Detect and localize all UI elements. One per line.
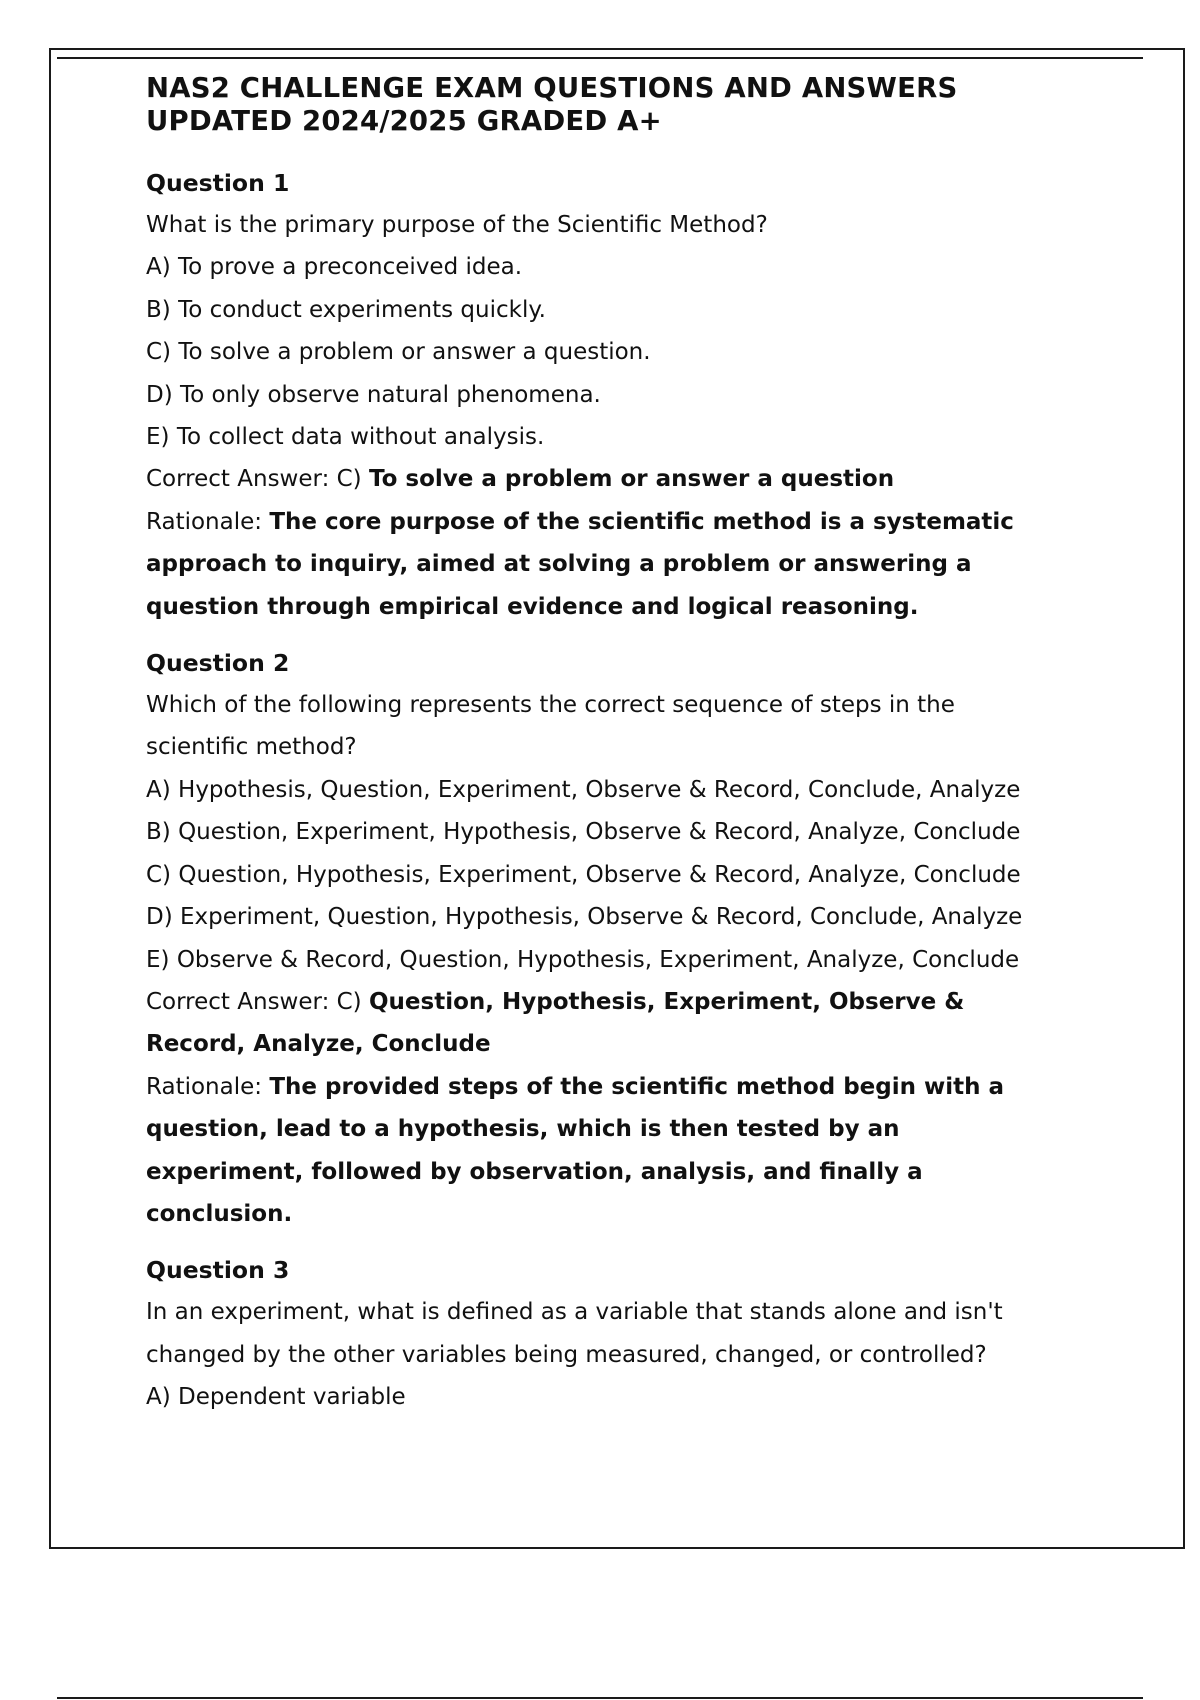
question-prompt: Which of the following represents the correct sequence of steps in the [146, 692, 955, 719]
rationale-text: experiment, followed by observation, analysis, and finally a [146, 1158, 923, 1185]
answer-option-e: E) To collect data without analysis. [146, 424, 545, 451]
question-2 [146, 642, 1146, 1235]
question-prompt: What is the primary purpose of the Scientific Method? [146, 212, 768, 238]
document-title-line-1: NAS2 CHALLENGE EXAM QUESTIONS AND ANSWERS [146, 72, 958, 104]
rationale-text: The provided steps of the scientific method begin with a [269, 1073, 1005, 1100]
answer-option-c: C) Question, Hypothesis, Experiment, Observe & Record, Analyze, Conclude [146, 861, 1021, 888]
answer-option-d: D) To only observe natural phenomena. [146, 381, 601, 408]
document-title-line-2: UPDATED 2024/2025 GRADED A+ [146, 105, 662, 137]
question-3 [146, 1249, 1146, 1418]
rationale-label: Rationale: [146, 1073, 270, 1100]
rationale [146, 1066, 1146, 1108]
answer-option-b: B) To conduct experiments quickly. [146, 296, 546, 323]
question-prompt: changed by the other variables being measured, changed, or controlled? [146, 1341, 987, 1368]
correct-answer [146, 458, 1146, 500]
rationale-text: conclusion. [146, 1200, 293, 1227]
rationale-label: Rationale: [146, 508, 270, 535]
question-heading: Question 2 [146, 649, 290, 678]
correct-answer-text: To solve a problem or answer a question [368, 466, 895, 493]
rationale-text: question, lead to a hypothesis, which is then tested by an [146, 1116, 900, 1143]
rationale-text: The core purpose of the scientific method is a systematic [269, 508, 1014, 535]
correct-answer-label: Correct Answer: C) [146, 466, 369, 493]
question-heading: Question 3 [146, 1256, 290, 1285]
answer-option-e: E) Observe & Record, Question, Hypothesis, Experiment, Analyze, Conclude [146, 946, 1020, 973]
correct-answer-text: Record, Analyze, Conclude [146, 1031, 491, 1058]
correct-answer-label: Correct Answer: C) [146, 988, 369, 1015]
answer-option-a: A) To prove a preconceived idea. [146, 254, 523, 281]
question-prompt: scientific method? [146, 734, 357, 761]
answer-option-c: C) To solve a problem or answer a question. [146, 339, 651, 366]
top-rule [57, 57, 1143, 59]
question-prompt: In an experiment, what is defined as a variable that stands alone and isn't [146, 1299, 1003, 1326]
answer-option-a: A) Hypothesis, Question, Experiment, Observe & Record, Conclude, Analyze [146, 776, 1021, 803]
correct-answer-text: Question, Hypothesis, Experiment, Observe & [368, 988, 965, 1015]
answer-option-b: B) Question, Experiment, Hypothesis, Observe & Record, Analyze, Conclude [146, 819, 1021, 846]
rationale-text: question through empirical evidence and logical reasoning. [146, 593, 919, 620]
answer-option-a: A) Dependent variable [146, 1384, 406, 1411]
question-1 [146, 162, 1146, 628]
answer-option-d: D) Experiment, Question, Hypothesis, Observe & Record, Conclude, Analyze [146, 904, 1023, 931]
bottom-rule [57, 1697, 1143, 1699]
correct-answer [146, 981, 1146, 1023]
document-body [146, 72, 1146, 1433]
rationale [146, 501, 1146, 543]
question-heading: Question 1 [146, 169, 290, 197]
document-title [146, 72, 1146, 138]
rationale-text: approach to inquiry, aimed at solving a problem or answering a [146, 551, 972, 578]
